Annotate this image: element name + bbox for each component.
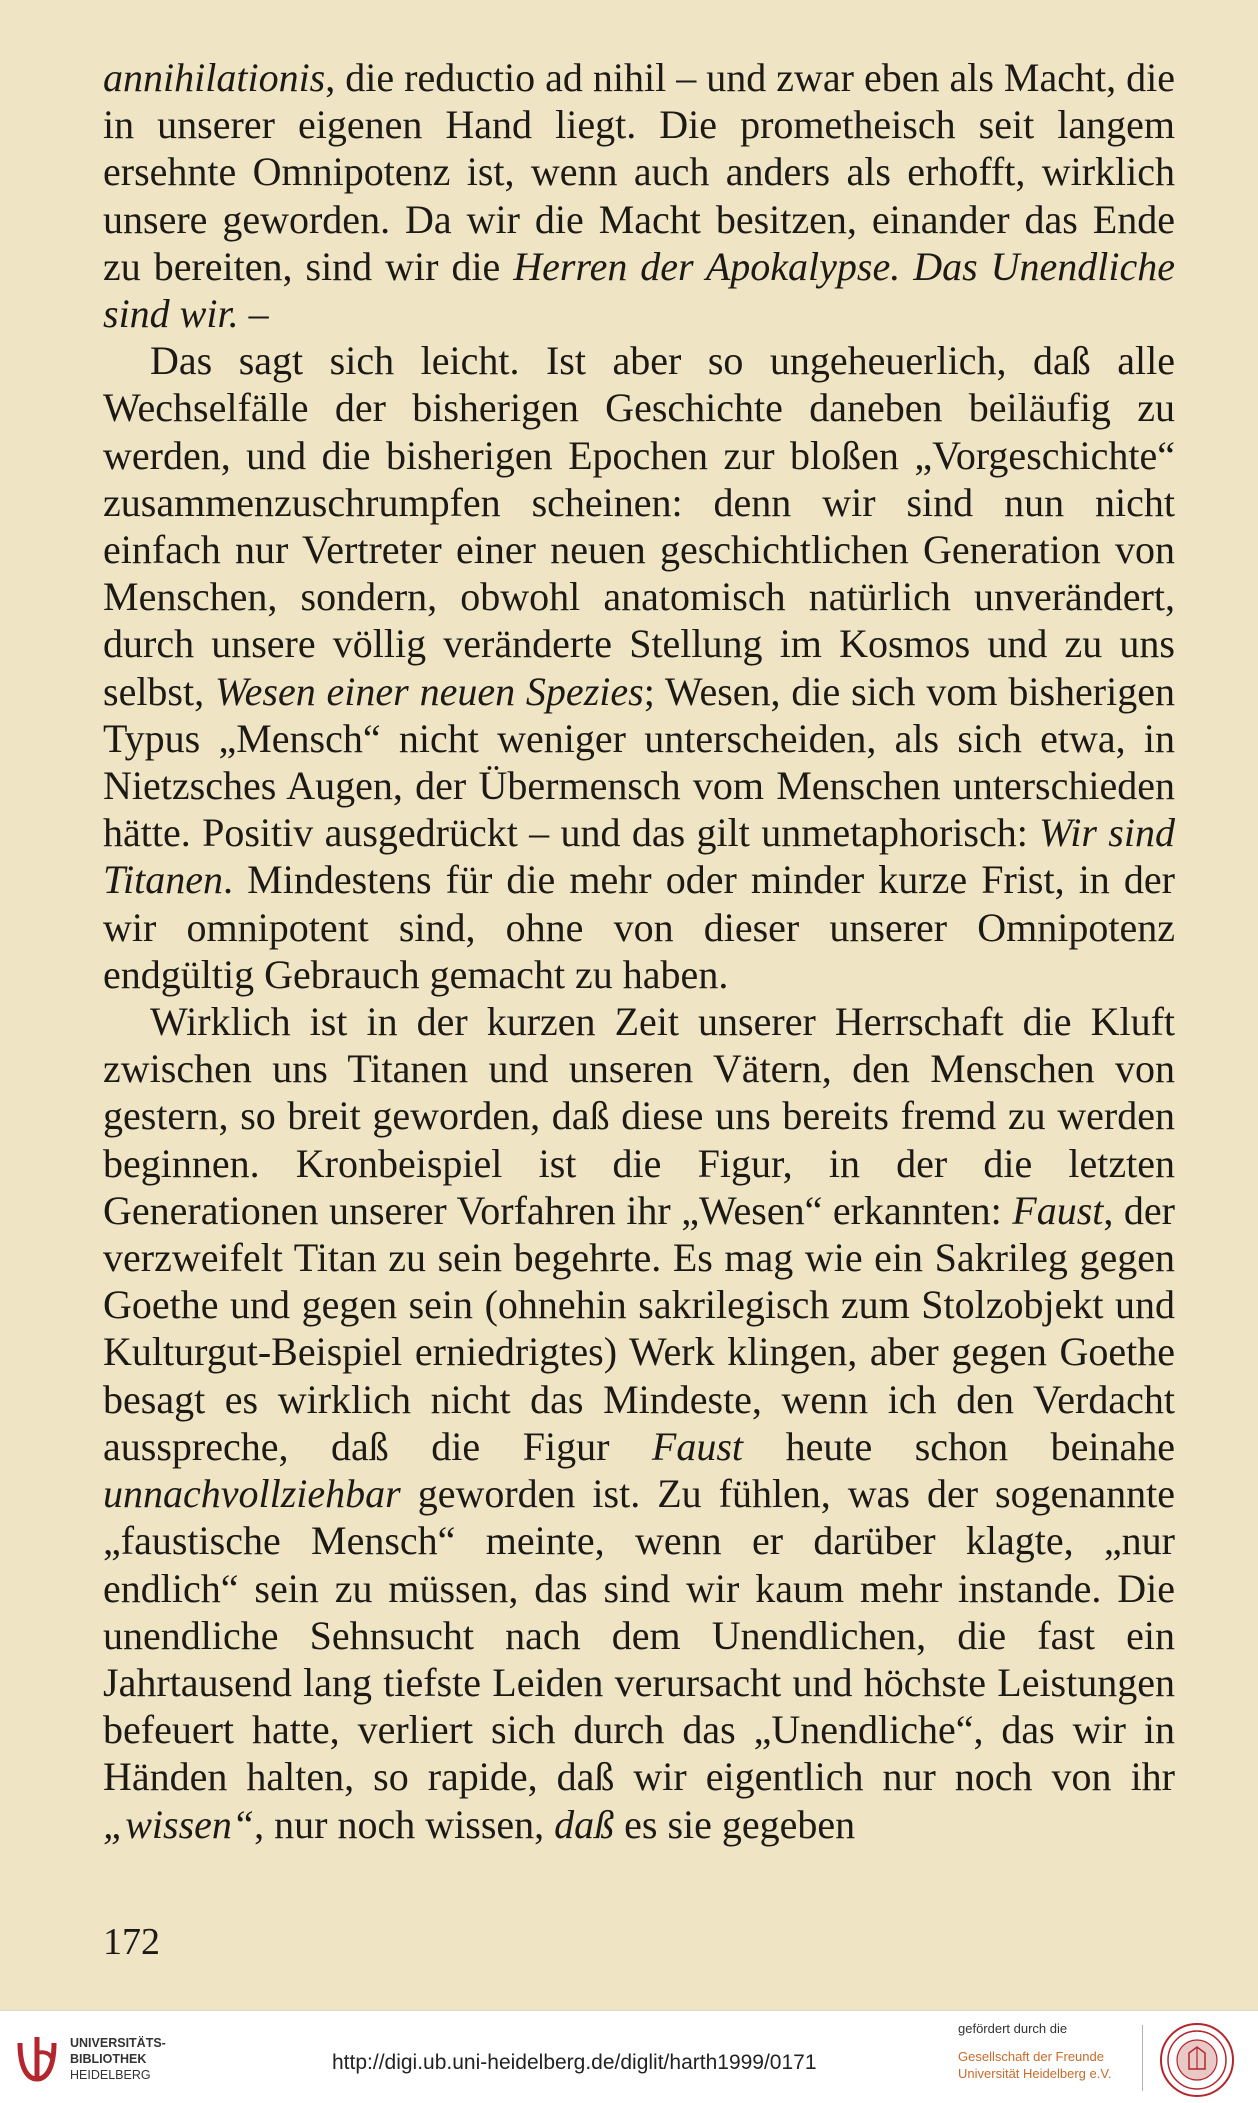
ub-heidelberg-logo-icon	[14, 2033, 60, 2085]
text-run: Das sagt sich leicht. Ist aber so ungeheuerlich, daß alle Wechselfälle der bisherigen Geschichte daneben beiläufig zu werden, und die bisherigen Epochen zur bloßen „Vorgeschichte“ zusammenzuschrumpfen scheinen: denn wir sind nun nicht einfach nur Vertreter einer neuen geschichtlichen Generation von Menschen, sondern, obwohl anatomisch natürlich unverändert, durch unsere völlig veränderte Stellung im Kosmos und zu uns selbst,	[103, 338, 1175, 714]
text-run: . Mindestens für die mehr oder minder kurze Frist, in der wir omnipotent sind, ohne von dieser unserer Omnipotenz endgültig Gebrauch gemacht zu haben.	[103, 857, 1175, 997]
text-run: geworden ist. Zu fühlen, was der sogenannte „faustische Mensch“ meinte, wenn er darüber klagte, „nur endlich“ sein zu müssen, das sind wir kaum mehr instande. Die unendliche Sehnsucht nach dem Unendlichen, die fast ein Jahrtausend lang tiefste Leiden verursacht und höchste Leistungen befeuert hatte, verliert sich durch das „Unendliche“, das wir in Händen halten, so rapide, daß wir eigentlich nur noch von ihr	[103, 1471, 1175, 1800]
italic-text: annihilationis	[103, 55, 326, 100]
italic-text: „wissen“	[103, 1801, 255, 1847]
sponsor-block	[958, 2021, 1111, 2082]
body-text	[103, 54, 1175, 1848]
library-name	[70, 2035, 166, 2083]
italic-text: Faust	[1012, 1187, 1104, 1233]
italic-text: Wir sind Titanen	[103, 810, 1175, 903]
text-run: , die reductio ad nihil – und zwar eben als Macht, die in unserer eigenen Hand liegt. Die prometheisch seit langem ersehnte Omnipotenz ist, wenn auch anders als erhofft, wirklich unsere geworden. Da wir die Macht besitzen, einander das Ende zu bereiten, sind wir die	[103, 55, 1175, 289]
permalink-url[interactable]: http://digi.ub.uni-heidelberg.de/diglit/harth1999/0171	[332, 2051, 817, 2074]
library-name-line2: BIBLIOTHEK	[70, 2052, 147, 2066]
sponsor-line2: Universität Heidelberg e.V.	[958, 2066, 1112, 2081]
paragraph	[103, 54, 1175, 337]
text-run: Wirklich ist in der kurzen Zeit unserer Herrschaft die Kluft zwischen uns Titanen und unseren Vätern, den Menschen von gestern, so breit geworden, daß diese uns bereits fremd zu werden beginnen. Kronbeispiel ist die Figur, in der die letzten Generationen unserer Vorfahren ihr „Wesen“ erkannten:	[103, 999, 1175, 1233]
italic-text: Herren der Apokalypse. Das Unendliche sind wir.	[103, 243, 1175, 337]
text-run: , der verzweifelt Titan zu sein begehrte. Es mag wie ein Sakrileg gegen Goethe und gegen sein (ohnehin sakrilegisch zum Stolzobjekt und Kulturgut-Beispiel erniedrigtes) Werk klingen, aber gegen Goethe besagt es wirklich nicht das Mindeste, wenn ich den Verdacht ausspreche, daß die Figur	[103, 1187, 1176, 1469]
footer-bar	[0, 2010, 1258, 2103]
italic-text: Faust	[651, 1423, 744, 1469]
library-name-line1: UNIVERSITÄTS-	[70, 2036, 166, 2050]
library-name-line3: HEIDELBERG	[70, 2068, 151, 2082]
text-run: es sie gegeben	[614, 1801, 856, 1847]
divider	[1142, 2025, 1143, 2091]
paragraph	[103, 998, 1175, 1848]
university-seal-icon	[1158, 2021, 1236, 2099]
text-run: ; Wesen, die sich vom bisherigen Typus „Mensch“ nicht weniger unterscheiden, als sich etwa, in Nietzsches Augen, der Übermensch vom Menschen unterschieden hätte. Positiv ausgedrückt – und das gilt unmetaphorisch:	[103, 668, 1175, 856]
text-run: –	[238, 291, 269, 337]
italic-text: daß	[554, 1801, 615, 1847]
italic-text: unnachvollziehbar	[103, 1471, 401, 1517]
italic-text: Wesen einer neuen Spezies	[214, 668, 644, 714]
sponsor-line1: Gesellschaft der Freunde	[958, 2049, 1104, 2064]
text-run: , nur noch wissen,	[254, 1801, 555, 1847]
sponsor-prefix: gefördert durch die	[958, 2021, 1068, 2036]
paragraph	[103, 337, 1175, 998]
page-number: 172	[103, 1921, 160, 1963]
text-run: heute schon beinahe	[743, 1423, 1175, 1469]
